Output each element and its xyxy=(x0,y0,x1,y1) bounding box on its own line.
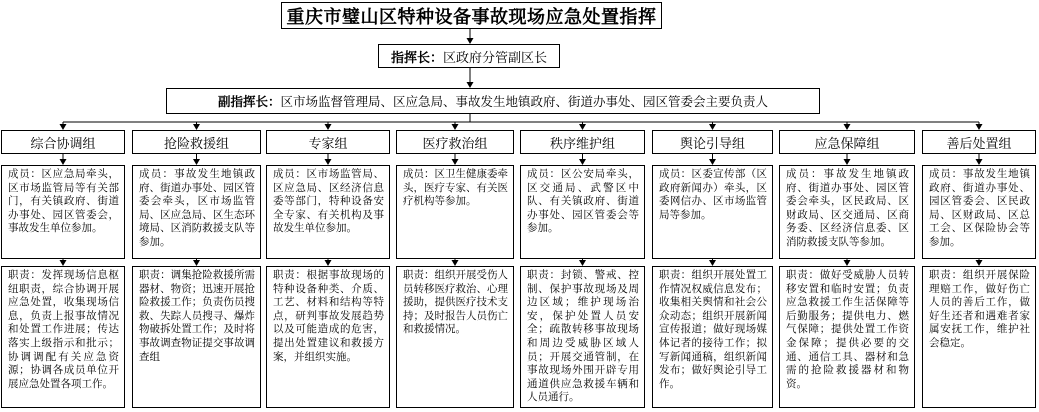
group-header: 抢险救援组 xyxy=(132,130,261,154)
group-header: 专家组 xyxy=(266,130,390,154)
commander-box xyxy=(378,44,560,68)
group-members: 成员：区委宣传部（区政府新闻办）牵头，区委网信办、区市场监管局等参加。 xyxy=(652,165,773,259)
group-duties: 职责：发挥现场信息枢纽职责，综合协调开展应急处置，收集现场信息，负责上报事故情况和处置工作进展；传达落实上级指示和批示；协调调配有关应急资源；协调各成员单位开展应急处置各项工作。 xyxy=(1,266,125,408)
group-header: 应急保障组 xyxy=(779,130,915,154)
group-members: 成员：区应急局牵头，区市场监管局等有关部门，有关镇政府、街道办事处、园区管委会，事故发生单位参加。 xyxy=(1,165,125,259)
group-members: 成员：区卫生健康委牵头，医疗专家、有关医疗机构等参加。 xyxy=(396,165,514,259)
vice-commander-box xyxy=(166,88,820,114)
group-header: 综合协调组 xyxy=(1,130,125,154)
group-duties: 职责：封锁、警戒、控制、保护事故现场及周边区域；维护现场治安，保护处置人员安全；疏散转移事故现场和周边受威胁区域人员；开展交通管制，在事故现场外围开辟专用通道供应急救援车辆和人员通行。 xyxy=(520,266,645,408)
vice-commander-label: 副指挥长： xyxy=(217,94,281,109)
group-duties: 职责：根据事故现场的特种设备种类、介质、工艺、材料和结构等特点，研判事故发展趋势以及可能造成的危害，提出处置建议和救援方案，并组织实施。 xyxy=(266,266,390,408)
group-members: 成员：区公安局牵头，区交通局、武警区中队、有关镇政府、街道办事处、园区管委会等参加。 xyxy=(520,165,645,259)
group-members: 成员：事故发生地镇政府、街道办事处、园区管委会、区民政局、区财政局、区总工会、区保险协会等参加。 xyxy=(922,165,1036,259)
group-duties: 职责：组织开展保险理赔工作，做好伤亡人员的善后工作，做好生还者和遇难者家属安抚工作，维护社会稳定。 xyxy=(922,266,1036,408)
group-members: 成员：区市场监管局、区应急局、区经济信息委等部门，特种设备安全专家、有关机构及事故发生单位参加。 xyxy=(266,165,390,259)
page-title: 重庆市璧山区特种设备事故现场应急处置指挥 xyxy=(281,2,662,29)
group-header: 医疗救治组 xyxy=(396,130,514,154)
group-duties: 职责：组织开展受伤人员转移医疗救治、心理援助，提供医疗技术支持；及时报告人员伤亡和救援情况。 xyxy=(396,266,514,408)
group-members: 成员：事故发生地镇政府、街道办事处、园区管委会牵头，区市场监管局、区应急局、区生态环境局、区消防救援支队等参加。 xyxy=(132,165,261,259)
group-header: 秩序维护组 xyxy=(520,130,645,154)
commander-value: 区政府分管副区长 xyxy=(443,50,548,66)
group-header: 舆论引导组 xyxy=(652,130,773,154)
vice-commander-value: 区市场监督管理局、区应急局、事故发生地镇政府、街道办事处、园区管委会主要负责人 xyxy=(280,94,769,109)
group-header: 善后处置组 xyxy=(922,130,1036,154)
group-duties: 职责：调集抢险救援所需器材、物资；迅速开展抢险救援工作；负责伤员搜救、失踪人员搜寻、爆炸物破拆处置工作；及时将事故调查物证提交事故调查组 xyxy=(132,266,261,408)
group-members: 成员：事故发生地镇政府、街道办事处、园区管委会牵头，区民政局、区财政局、区交通局、区商务委、区经济信息委、区消防救援支队等参加。 xyxy=(779,165,915,259)
group-duties: 职责：组织开展处置工作情况权威信息发布；收集相关舆情和社会公众动态；组织开展新闻宣传报道；做好现场媒体记者的接待工作；拟写新闻通稿，组织新闻发布；做好舆论引导工作。 xyxy=(652,266,773,408)
group-duties: 职责：做好受威胁人员转移安置和临时安置；负责应急救援工作生活保障等后勤服务；提供电力、燃气保障；提供处置工作资金保障；提供必要的交通、通信工具、器材和急需的抢险救援器材和物资。 xyxy=(779,266,915,408)
commander-label: 指挥长： xyxy=(390,50,443,66)
